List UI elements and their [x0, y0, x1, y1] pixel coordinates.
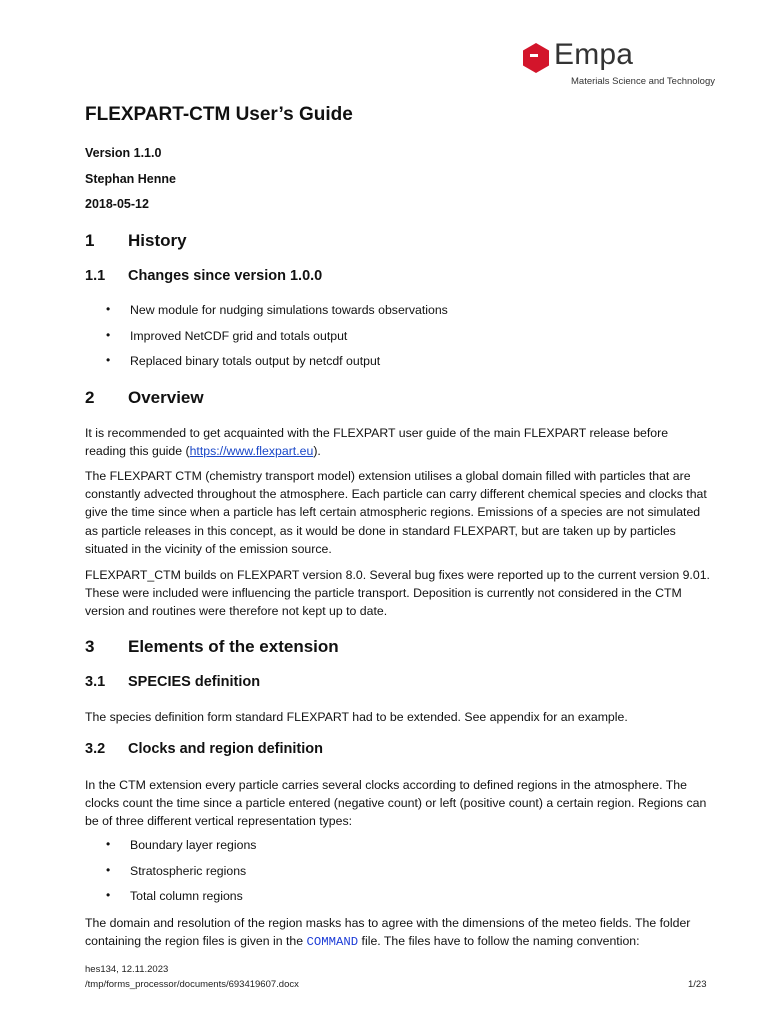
document-page: Empa Materials Science and Technology FLEXPART-CTM User’s Guide Version 1.1.0 Stephan Henne 2018-05-12 1 History 1.1 Changes since version 1.0.0 • New module for nudging simulations towards observations • Improved NetCDF grid and totals output • Replaced binary totals output by netcdf output 2 Overview It is recommended to get acquainted with the FLEXPART user guide of the main FLEXPART release before reading this guide (https://www.flexpart.eu). The FLEXPART CTM (chemistry transport model) extension utilises a global domain filled with particles that are constantly advected throughout the atmosphere. Each particle can carry different chemical species and clocks that give the time since when a particle has left certain atmospheric regions. Emissions of a species are not simulated as particle releases in this concept, as it would be done in standard FLEXPART, but are taken up by particles situated in the vicinity of the emission source. FLEXPART_CTM builds on FLEXPART version 8.0. Several bug fixes were reported up to the current version 9.01. These were included were influencing the particle transport. Deposition is currently not considered in the CTM version and routines were therefore not kept up to date. 3 Elements of the extension 3.1 SPECIES definition The species definition form standard FLEXPART had to be extended. See appendix for an example. 3.2 Clocks and region definition In the CTM extension every particle carries several clocks according to defined regions in the atmosphere. The clocks count the time since a particle entered (negative count) or left (positive count) a certain region. Regions can be of three different vertical representation types: • Boundary layer regions • Stratospheric regions • Total column regions The domain and resolution of the region masks has to agree with the dimensions of the meteo fields. The folder containing the region files is given in the COMMAND file. The files have to follow the naming convention: hes134, 12.11.2023 /tmp/forms_processor/documents/693419607.docx 1/23: [0, 0, 770, 1024]
logo-tagline: Materials Science and Technology: [571, 76, 715, 87]
document-author: Stephan Henne: [85, 172, 176, 186]
document-version: Version 1.1.0: [85, 146, 162, 160]
heading-text: Changes since version 1.0.0: [128, 268, 323, 284]
heading-number: 1: [85, 231, 95, 250]
clocks-paragraph-1: In the CTM extension every particle carries several clocks according to defined regions in the atmosphere. The clocks count the time since a particle entered (negative count) or left (positive count) a certain region. Regions can be of three different vertical representation types:: [85, 778, 707, 829]
heading-text: Clocks and region definition: [128, 741, 323, 757]
empa-hexagon-logo-icon: [520, 42, 552, 74]
command-code: COMMAND: [306, 935, 359, 950]
clocks-paragraph-2: The domain and resolution of the region masks has to agree with the dimensions of the meteo fields. The folder containing the region files is given in the COMMAND file. The files have to follow the naming convention:: [85, 916, 691, 950]
page-number: 1/23: [688, 979, 707, 990]
bullet-icon: •: [106, 888, 111, 902]
heading-number: 3.1: [85, 674, 106, 690]
heading-text: History: [128, 231, 187, 250]
bullet-icon: •: [106, 353, 111, 367]
bullet-icon: •: [106, 328, 111, 342]
document-date: 2018-05-12: [85, 197, 149, 211]
heading-text: SPECIES definition: [128, 674, 261, 690]
document-title: FLEXPART-CTM User’s Guide: [85, 104, 353, 125]
heading-number: 3: [85, 637, 95, 656]
footer-file-path: /tmp/forms_processor/documents/693419607.docx: [85, 979, 299, 990]
overview-paragraph-3: FLEXPART_CTM builds on FLEXPART version 8.0. Several bug fixes were reported up to the current version 9.01. These were included were influencing the particle transport. Deposition is currently not considered in the CTM version and routines were therefore not kept up to date.: [85, 568, 710, 619]
flexpart-link[interactable]: https://www.flexpart.eu: [189, 444, 314, 459]
empa-logo: [520, 40, 720, 90]
heading-number: 2: [85, 388, 95, 407]
bullet-icon: •: [106, 837, 111, 851]
logo-name: Empa: [554, 38, 634, 71]
heading-number: 1.1: [85, 268, 106, 284]
overview-paragraph-1: It is recommended to get acquainted with the FLEXPART user guide of the main FLEXPART release before reading this guide (https://www.flexpart.eu).: [85, 426, 669, 459]
bullet-icon: •: [106, 302, 111, 316]
overview-paragraph-2: The FLEXPART CTM (chemistry transport model) extension utilises a global domain filled with particles that are constantly advected throughout the atmosphere. Each particle can carry different chemical species and clocks that give the time since when a particle has left certain atmospheric regions. Emissions of a species are not simulated as particle releases in this concept, as it would be done in standard FLEXPART, but are taken up by particles situated in the vicinity of the emission source.: [85, 469, 707, 556]
species-paragraph: The species definition form standard FLEXPART had to be extended. See appendix for an example.: [85, 710, 628, 724]
heading-text: Overview: [128, 388, 204, 407]
heading-number: 3.2: [85, 741, 106, 757]
heading-text: Elements of the extension: [128, 637, 339, 656]
bullet-icon: •: [106, 863, 111, 877]
footer-author-date: hes134, 12.11.2023: [85, 964, 169, 975]
